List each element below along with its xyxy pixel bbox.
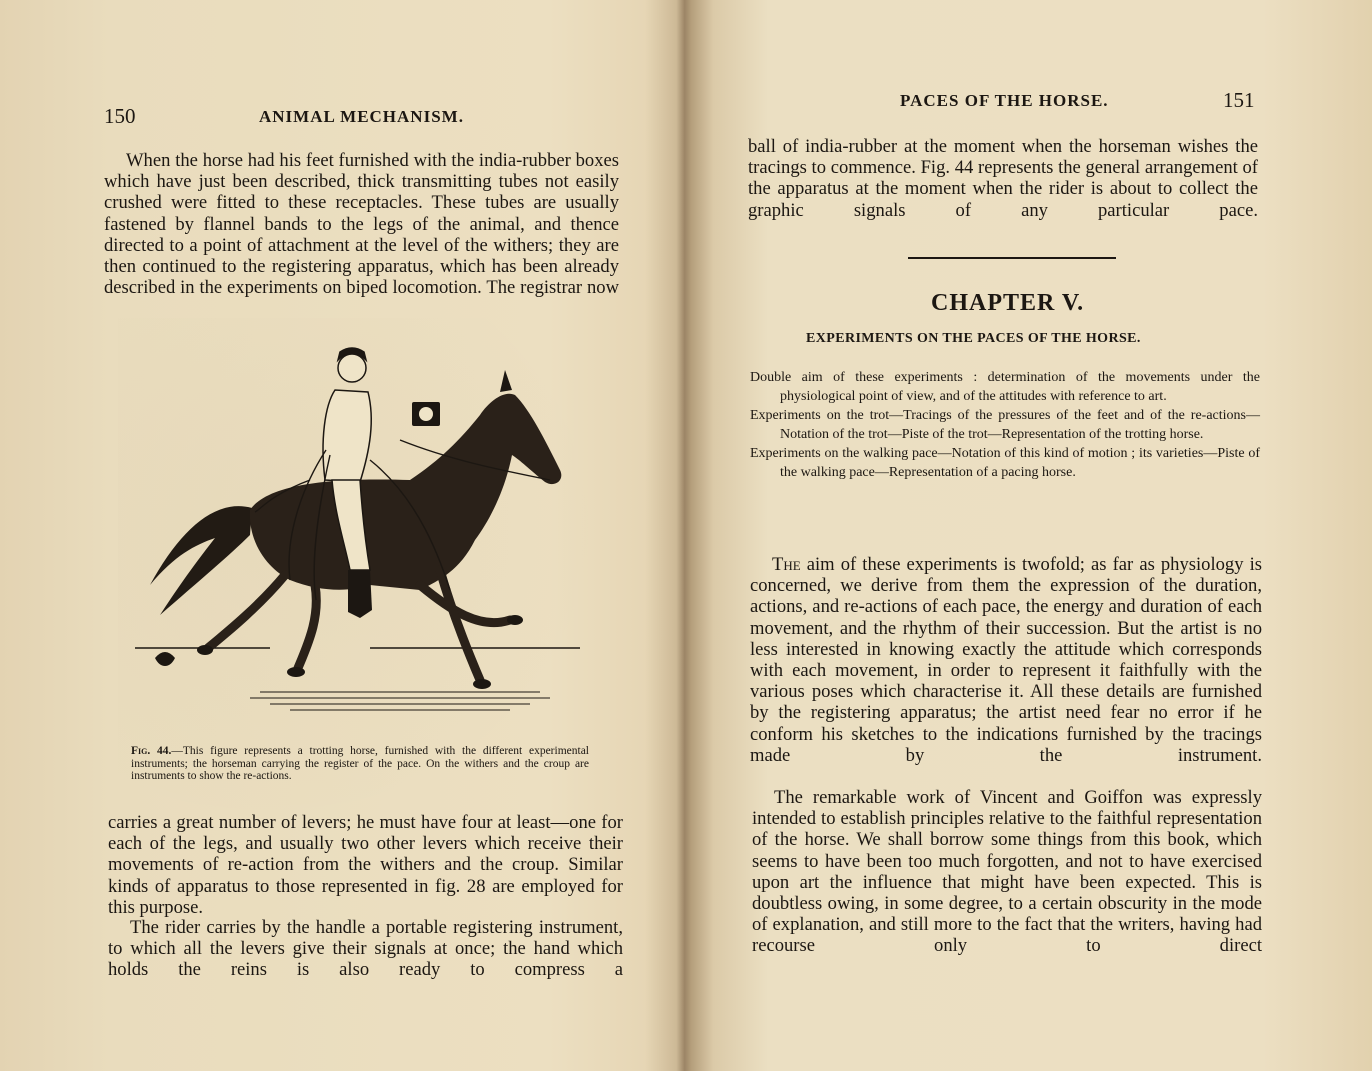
horse-hooves: [197, 615, 523, 689]
summary-item: Experiments on the walking pace—Notation of this kind of motion ; its varieties—Piste of the walking pace—Representation of a pacing horse.: [750, 446, 1260, 480]
trotting-horse-illustration: [120, 330, 590, 730]
opening-word: The: [772, 554, 801, 575]
paragraph: carries a great number of levers; he must have four at least—one for each of the legs, and usually two other levers which receive their movements of re-action from the withers and the croup. Similar kinds of apparatus to those represented in fig. 28 are employed for this purpose.: [108, 812, 623, 918]
horse-tail: [150, 506, 252, 615]
horseshoe-icon: [155, 652, 175, 666]
paragraph: ball of india-rubber at the moment when the horseman wishes the tracings to commence. Fig. 44 represents the general arrangement of the apparatus at the moment when the rider is about to collect the graphic signals of any particular pace.: [748, 136, 1258, 221]
paragraph: The rider carries by the handle a portable registering instrument, to which all the levers give their signals at once; the hand which holds the reins is also ready to compress a: [108, 917, 623, 981]
figure-label: Fig. 44.: [131, 745, 172, 757]
running-head: PACES OF THE HORSE.: [900, 91, 1109, 110]
chapter-summary: [750, 368, 1260, 482]
summary-item: Experiments on the trot—Tracings of the pressures of the feet and of the re-actions—Notation of the trot—Piste of the trot—Representation of the trotting horse.: [750, 408, 1260, 442]
ground-hatching: [250, 692, 550, 710]
paragraph: [750, 554, 1262, 766]
paragraph: The remarkable work of Vincent and Goiffon was expressly intended to establish principles relative to the faithful representation of the horse. We shall borrow some things from this book, which seems to have been too much forgotten, and not to have exercised upon art the influence that might have been expected. This is doubtless owing, in some degree, to a certain obscurity in the mode of explanation, and still more to the fact that the writers, having had recourse only to direct: [752, 787, 1262, 957]
page-number: 150: [104, 104, 136, 128]
figure-caption: [131, 745, 589, 783]
horse-ear: [500, 370, 512, 392]
right-page: [686, 0, 1372, 1071]
left-page: [0, 0, 684, 1071]
paragraph: When the horse had his feet furnished with the india-rubber boxes which have just been described, thick transmitting tubes not easily crushed were fitted to these receptacles. These tubes are usually fastened by flannel bands to the legs of the animal, and thence directed to a point of attachment at the level of the withers; they are then continued to the registering apparatus, which has been already described in the experiments on biped locomotion. The registrar now: [104, 150, 619, 299]
registering-instrument-icon: [412, 402, 440, 426]
page-number: 151: [1223, 88, 1255, 112]
figure-caption-text: —This figure represents a trotting horse, furnished with the different experimental instruments; the horseman carrying the register of the pace. On the withers and the croup are instruments to show the re-actions.: [131, 745, 589, 783]
chapter-title: CHAPTER V.: [931, 290, 1085, 316]
rider-boot: [348, 570, 372, 618]
chapter-subtitle: EXPERIMENTS ON THE PACES OF THE HORSE.: [806, 331, 1141, 346]
section-divider: [908, 257, 1116, 259]
summary-item: Double aim of these experiments : determination of the movements under the physiological point of view, and of the attitudes with reference to art.: [750, 370, 1260, 404]
running-head: ANIMAL MECHANISM.: [259, 107, 464, 126]
paragraph-text: aim of these experiments is twofold; as far as physiology is concerned, we derive from them the expression of the duration, actions, and re-actions of each pace, the energy and duration of each movement, and the rhythm of their succession. But the artist is no less interested in knowing exactly the attitude which corresponds with each movement, in order to represent it faithfully with the various poses which characterise it. All these details are furnished by the registering apparatus; the artist need fear no error if he conform his sketches to the indications furnished by the tracings made by the instrument.: [750, 554, 1262, 766]
horse-body: [250, 394, 561, 590]
